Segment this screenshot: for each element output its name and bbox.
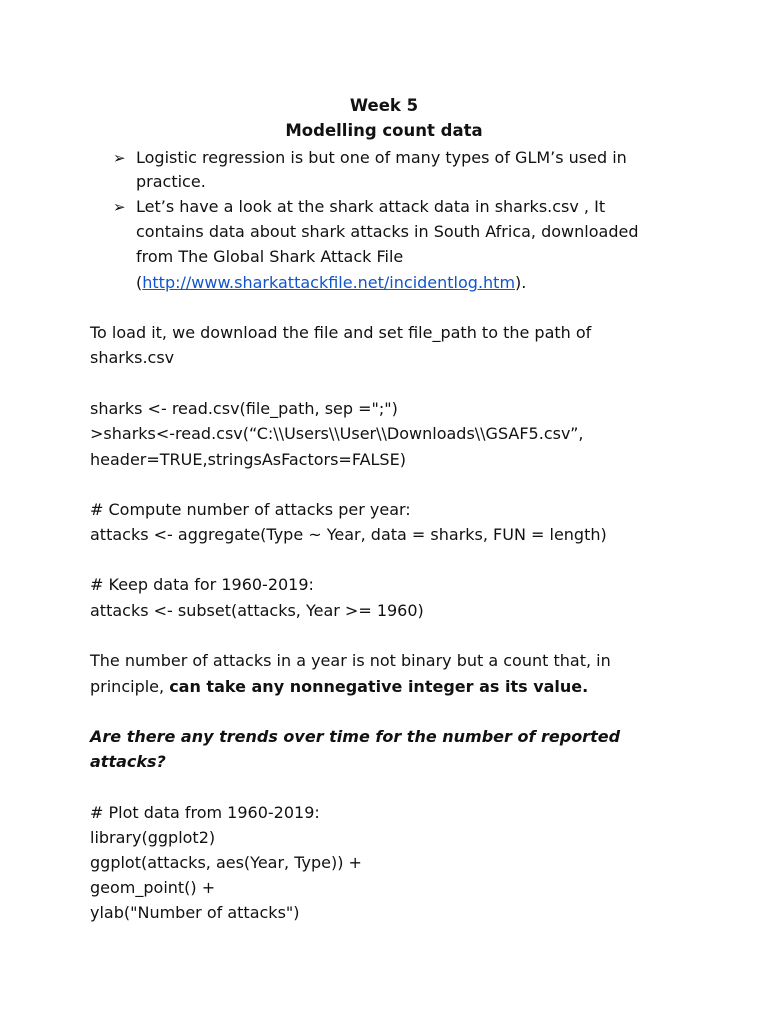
code-line: header=TRUE,stringsAsFactors=FALSE)	[90, 450, 406, 469]
count-text-emphasis: can take any nonnegative integer as its value.	[169, 677, 589, 696]
load-text-line-1: To load it, we download the file and set file_path to the path of	[90, 323, 592, 342]
code-comment: # Keep data for 1960-2019:	[90, 575, 314, 594]
question-line-2: attacks?	[90, 752, 166, 771]
bullet-1-line-2: practice.	[136, 172, 206, 191]
code-line: >sharks<-read.csv(“C:\\Users\\User\\Downloads\\GSAF5.csv”,	[90, 424, 584, 443]
code-line: attacks <- subset(attacks, Year >= 1960)	[90, 601, 424, 620]
count-text-prefix: principle,	[90, 677, 170, 696]
question-line-1: Are there any trends over time for the number of reported	[90, 727, 621, 746]
count-text-line-1: The number of attacks in a year is not binary but a count that, in	[90, 651, 611, 670]
code-line: attacks <- aggregate(Type ~ Year, data = sharks, FUN = length)	[90, 525, 607, 544]
code-line: geom_point() +	[90, 878, 216, 897]
code-line: ggplot(attacks, aes(Year, Type)) +	[90, 853, 362, 872]
bullet-arrow-icon: ➢	[113, 198, 126, 216]
code-line: sharks <- read.csv(file_path, sep =";")	[90, 399, 398, 418]
bullet-2-line-4	[136, 273, 526, 293]
bullet-1-line-1: Logistic regression is but one of many types of GLM’s used in	[136, 148, 627, 167]
count-text-line-2	[90, 677, 588, 697]
bullet-2-line-3: from The Global Shark Attack File	[136, 247, 404, 266]
bullet-2-line-1: Let’s have a look at the shark attack data in sharks.csv , It	[136, 197, 606, 216]
bullet-arrow-icon: ➢	[113, 149, 126, 167]
link-suffix: ).	[515, 273, 527, 292]
load-text-line-2: sharks.csv	[90, 348, 175, 367]
code-line: ylab("Number of attacks")	[90, 903, 300, 922]
code-comment: # Plot data from 1960-2019:	[90, 803, 320, 822]
page-subtitle: Modelling count data	[285, 121, 483, 140]
code-line: library(ggplot2)	[90, 828, 216, 847]
code-comment: # Compute number of attacks per year:	[90, 500, 411, 519]
link-prefix: (	[136, 273, 143, 292]
shark-attack-file-link[interactable]: http://www.sharkattackfile.net/incidentlog.htm	[142, 273, 516, 292]
bullet-2-line-2: contains data about shark attacks in South Africa, downloaded	[136, 222, 639, 241]
page-title: Week 5	[349, 96, 419, 115]
